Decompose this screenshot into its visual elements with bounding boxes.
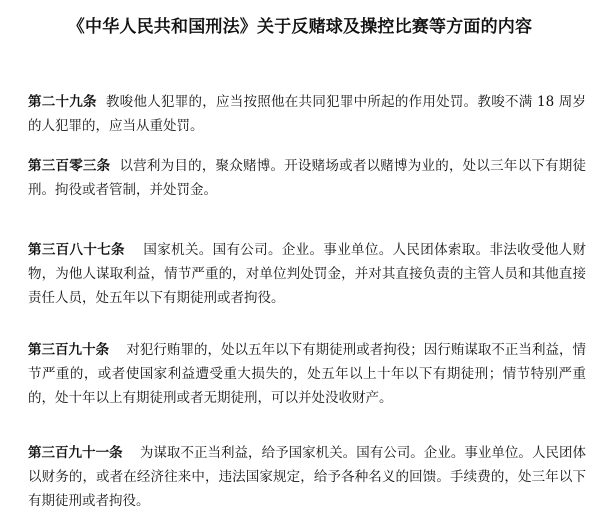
article-spacer bbox=[97, 94, 106, 110]
article-number: 第三百九十一条 bbox=[28, 445, 123, 461]
article-number: 第三百零三条 bbox=[28, 158, 111, 174]
article-29 bbox=[28, 90, 586, 138]
article-text: 国家机关。国有公司。企业。事业单位。人民团体索取。非法收受他人财物，为他人谋取利益，情节严重的，对单位判处罚金，并对其直接负责的主管人员和其他直接责任人员，处五年以下有期徒刑或者拘役。 bbox=[28, 242, 586, 306]
article-number: 第二十九条 bbox=[28, 94, 97, 110]
article-text: 教唆他人犯罪的，应当按照他在共同犯罪中所起的作用处罚。教唆不满 18 周岁的人犯罪的，应当从重处罚。 bbox=[28, 94, 587, 134]
article-number: 第三百九十条 bbox=[28, 342, 110, 358]
article-number: 第三百八十七条 bbox=[28, 242, 125, 258]
article-390 bbox=[28, 338, 586, 410]
article-text: 为谋取不正当利益，给予国家机关。国有公司。企业。事业单位。人民团体以财务的，或者在经济往来中，违法国家规定，给予各种名义的回馈。手续费的，处三年以下有期徒刑或者拘役。 bbox=[28, 445, 587, 509]
article-303 bbox=[28, 154, 586, 202]
article-spacer bbox=[125, 242, 144, 258]
article-text: 对犯行贿罪的，处以五年以下有期徒刑或者拘役；因行贿谋取不正当利益，情节严重的，或者使国家利益遭受重大损失的，处五年以上十年以下有期徒刑；情节特别严重的，处十年以上有期徒刑或者无期徒刑，可以并处没收财产。 bbox=[28, 342, 587, 406]
article-text: 以营利为目的，聚众赌博。开设赌场或者以赌博为业的，处以三年以下有期徒刑。拘役或者管制，并处罚金。 bbox=[28, 158, 587, 198]
article-spacer bbox=[123, 445, 140, 461]
article-391 bbox=[28, 441, 586, 513]
article-387 bbox=[28, 238, 586, 310]
article-spacer bbox=[109, 342, 126, 358]
document-title: 《中华人民共和国刑法》关于反赌球及操控比赛等方面的内容 bbox=[67, 17, 533, 37]
